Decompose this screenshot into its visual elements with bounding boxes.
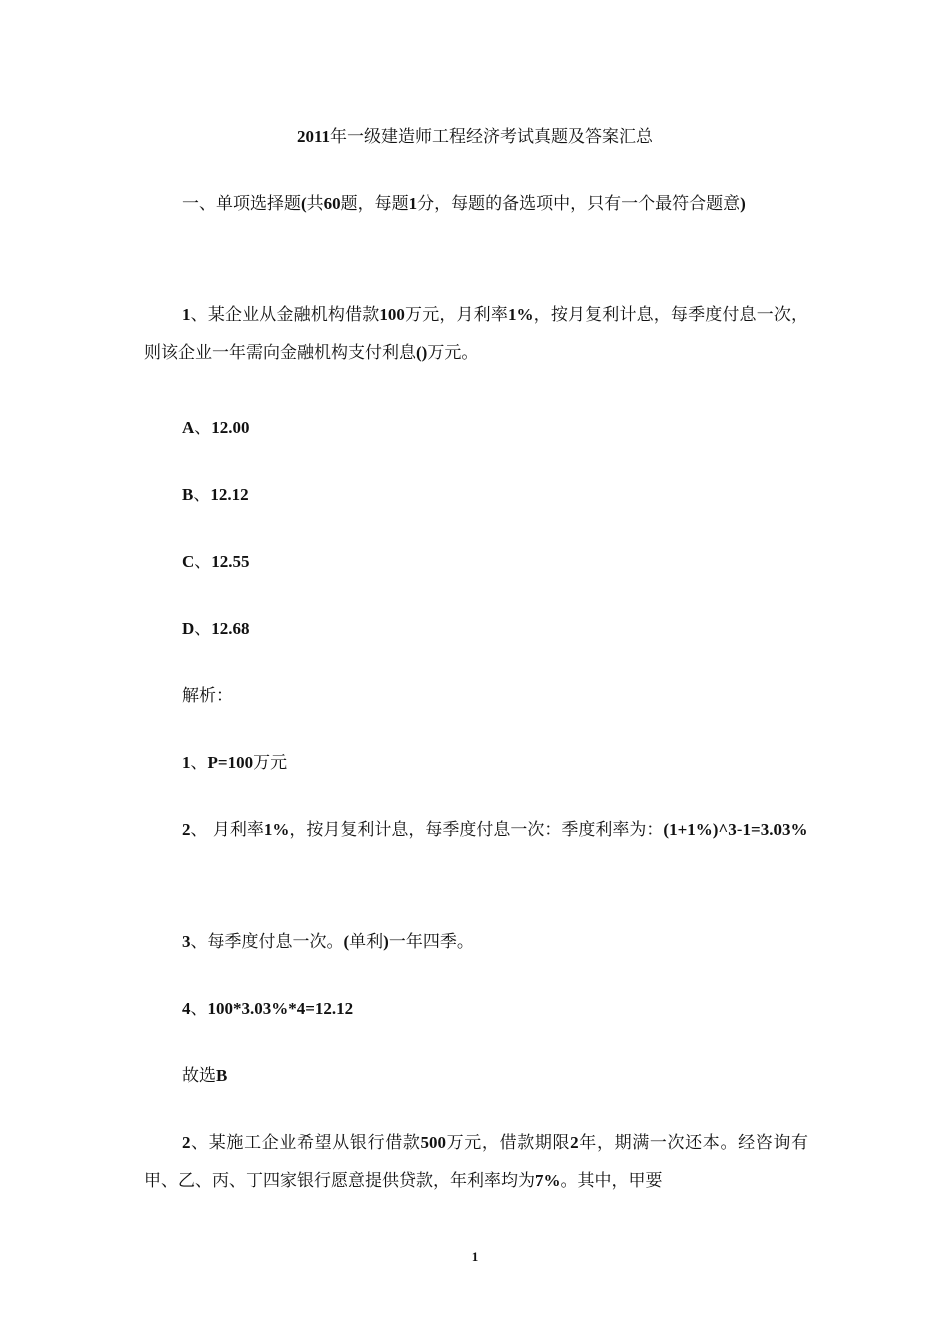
inline-number: B — [216, 1066, 228, 1085]
inline-number: 1 — [182, 753, 191, 772]
inline-number: 12.12 — [210, 485, 249, 504]
inline-number: P=100 — [207, 753, 254, 772]
option-d: D、12.68 — [182, 619, 250, 639]
title-text: 2011年一级建造师工程经济考试真题及答案汇总 — [296, 127, 654, 147]
option-b: B、12.12 — [182, 485, 249, 505]
inline-number: 1% — [508, 305, 534, 324]
inline-number: C — [182, 552, 195, 571]
analysis-step-2: 2、 月利率1%，按月复利计息，每季度付息一次：季度利率为：(1+1%)^3-1=3.03% — [182, 820, 808, 840]
inline-number: 60 — [323, 194, 341, 213]
inline-number: ( — [343, 932, 350, 951]
analysis-label: 解析： — [182, 686, 233, 706]
inline-number: 7% — [535, 1171, 561, 1190]
inline-number: 1% — [263, 820, 290, 839]
inline-number: 3 — [182, 932, 191, 951]
inline-number: ) — [740, 194, 746, 213]
inline-number: 12.68 — [211, 619, 250, 638]
option-a: A、12.00 — [182, 418, 250, 438]
inline-number: D — [182, 619, 195, 638]
inline-number: 1 — [182, 305, 191, 324]
inline-number: (1+1%)^3 — [663, 820, 737, 839]
inline-number: 4 — [182, 999, 191, 1018]
inline-number: ( — [301, 194, 307, 213]
analysis-step-4: 4、100*3.03%*4=12.12 — [182, 999, 354, 1019]
inline-number: 2011 — [296, 127, 331, 146]
inline-number: 2 — [570, 1133, 579, 1152]
inline-number: 12.55 — [211, 552, 250, 571]
option-c: C、12.55 — [182, 552, 250, 572]
inline-number: B — [182, 485, 194, 504]
section-heading: 一、单项选择题(共60题，每题1分，每题的备选项中，只有一个最符合题意) — [182, 194, 746, 214]
inline-number: 2 — [182, 820, 191, 839]
inline-number: 100*3.03%*4=12.12 — [207, 999, 354, 1018]
inline-number: A — [182, 418, 195, 437]
analysis-step-1: 1、P=100万元 — [182, 753, 288, 773]
inline-number: 2 — [182, 1133, 191, 1152]
inline-number: 12.00 — [211, 418, 250, 437]
document-title — [0, 124, 950, 150]
inline-number: 1=3.03% — [742, 820, 808, 839]
question-1-stem: 1、某企业从金融机构借款100万元，月利率1%，按月复利计息，每季度付息一次，则该企业一年需向金融机构支付利息()万元。 — [144, 305, 809, 363]
inline-number: 500 — [420, 1133, 446, 1152]
question-2-stem: 2、某施工企业希望从银行借款500万元，借款期限2年，期满一次还本。经咨询有甲、乙、丙、丁四家银行愿意提供贷款，年利率均为7%。其中，甲要 — [144, 1133, 809, 1191]
inline-number: 1 — [408, 194, 418, 213]
inline-number: ) — [383, 932, 389, 951]
inline-number: 1 — [471, 1249, 479, 1264]
answer-line: 故选B — [182, 1066, 228, 1086]
analysis-step-3: 3、每季度付息一次。(单利)一年四季。 — [182, 932, 474, 952]
page-number — [0, 1249, 950, 1265]
inline-number: 100 — [379, 305, 405, 324]
inline-number: () — [416, 343, 428, 362]
